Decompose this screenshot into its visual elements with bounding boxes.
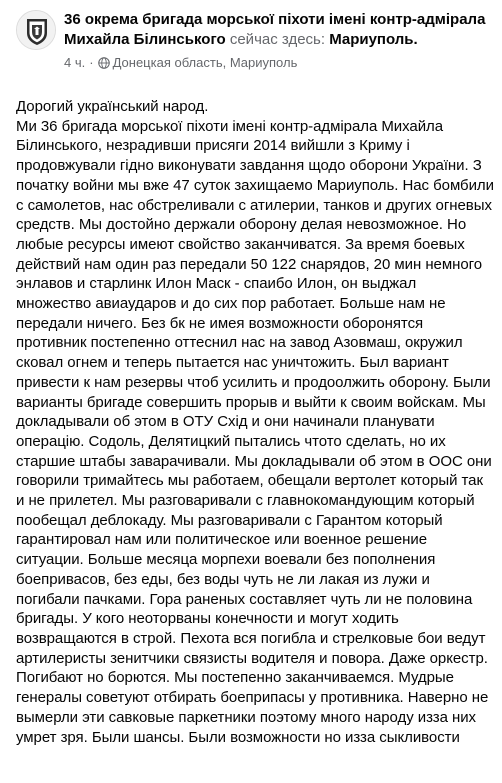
post-title-line [64,10,490,50]
post-timestamp[interactable]: 4 ч. [64,55,86,70]
post-body [16,97,494,747]
post-text: Ми 36 бригада морської піхоти імені контр-адмірала Михайла Білинського, незрадивши присяги 2014 вийшли з Криму і продовжували гідно виконувати завдання щодо оборони України. З початку войни мы вже 47 суток захищаемо Мариуполь. Нас бомбили с самолетов, нас обстреливали с атилерии, танков и других огневых средств. Мы достойно держали оборону делая невозможное. Но любые ресурсы имеют свойство заканчиватся. За время боевых действий нам один раз передали 50 122 снарядов, 20 мин немного энлавов и старлинк Илон Маск - спаибо Илон, он выджал множество авиаударов и до сих пор работает. Больше нам не передали ничего. Без бк не имея возможности оборонятся противник постепенно оттеснил нас на завод Азовмаш, окружил сковал огнем и теперь пытается нас уничтожить. Был вариант привести к нам резервы чтоб усилить и продоолжить оборону. Были варианты бригаде совершить прорыв и выйти к своим войскам. Мы докладывали об этом в ОТУ Схід и они начинали планувати операцію. Содоль, Делятицкий пытались чтото сделать, но их старшие штабы заварачивали. Мы докладывали об этом в ООС они говорили тримайтесь мы работаем, обещали вертолет который так и не прилетел. Мы разговаривали с главнокомандующим который пообещал деблокаду. Мы разговаривали с Гарантом который гарантировал нам или политическое или военное решение ситуации. Больше месяца морпехи воевали без пополнения боепривасов, без еды, без воды чуть не ли лакая из лужи и погибали пачками. Гора раненых составляет чуть ли не половина бригады. У кого неоторваны конечности и могут ходить возвращаются в строй. Пехота вся погибла и стрелковые бои ведут артилеристы зенитчики связисты водителя и повора. Даже оркестр. Погибают но борются. Мы постепенно заканчиваемся. Мудрые генералы советуют отбирать боеприпасы у противника. Наверно не вымерли эти савковые паркетники поэтому много народу изза них умрет зря. Были шансы. Были возможности но изза сыкливости [16,117,494,746]
meta-separator: · [89,55,94,70]
location-link[interactable]: Мариуполь. [329,31,418,48]
post-greeting: Дорогий український народ. [16,98,209,115]
post-header-text [64,10,490,71]
page-name-link[interactable]: 36 окрема бригада морської піхоти імені контр-адмірала Михайла Білинського [64,11,486,48]
post-meta [64,55,490,71]
post-header [16,10,490,92]
here-text: сейчас здесь: [229,31,326,48]
brigade-emblem-icon [17,11,56,50]
page-avatar[interactable] [16,10,56,50]
post-region[interactable]: Донецкая область, Мариуполь [112,55,298,70]
globe-icon [98,57,110,69]
